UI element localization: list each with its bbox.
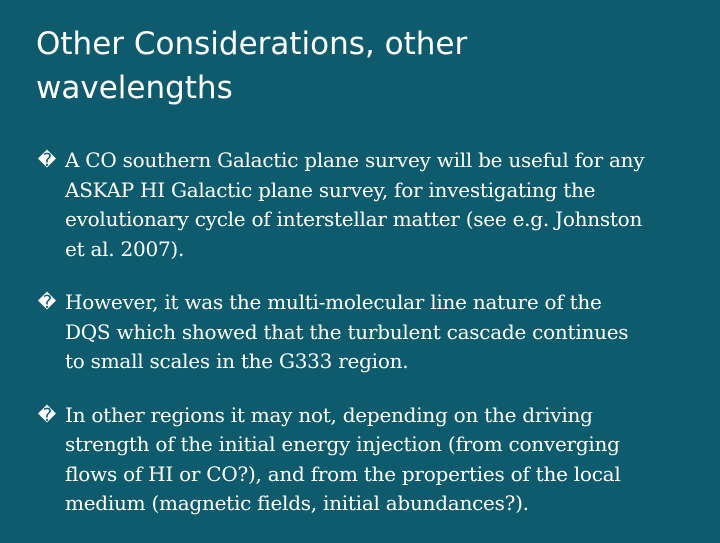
bullet-marker-icon: � bbox=[37, 150, 57, 171]
bullet-line: DQS which showed that the turbulent cascade continues bbox=[65, 319, 629, 344]
bullet-line: medium (magnetic fields, initial abundances?). bbox=[65, 491, 529, 515]
bullet-marker-icon: � bbox=[37, 292, 57, 313]
bullet-line: ASKAP HI Galactic plane survey, for investigating the bbox=[65, 177, 596, 202]
title-line: Other Considerations, other bbox=[36, 26, 468, 62]
bullet-text bbox=[65, 288, 696, 377]
bullet-line: However, it was the multi-molecular line nature of the bbox=[65, 290, 602, 314]
bullet-text bbox=[65, 146, 696, 264]
bullet-item bbox=[36, 146, 696, 264]
bullet-line: et al. 2007). bbox=[65, 236, 185, 261]
bullet-text bbox=[65, 401, 696, 519]
slide-title bbox=[36, 22, 696, 110]
bullet-line: to small scales in the G333 region. bbox=[65, 349, 409, 373]
bullet-line: In other regions it may not, depending on the driving bbox=[65, 402, 593, 427]
bullet-line: A CO southern Galactic plane survey will be useful for any bbox=[65, 148, 645, 172]
bullet-line: evolutionary cycle of interstellar matter (see e.g. Johnston bbox=[65, 207, 643, 231]
bullet-line: strength of the initial energy injection (from converging bbox=[65, 432, 620, 456]
bullet-list bbox=[36, 146, 696, 543]
title-line: wavelengths bbox=[36, 70, 233, 106]
bullet-item bbox=[36, 401, 696, 519]
bullet-line: flows of HI or CO?), and from the properties of the local bbox=[65, 461, 621, 486]
bullet-item bbox=[36, 288, 696, 377]
bullet-marker-icon: � bbox=[37, 404, 57, 426]
